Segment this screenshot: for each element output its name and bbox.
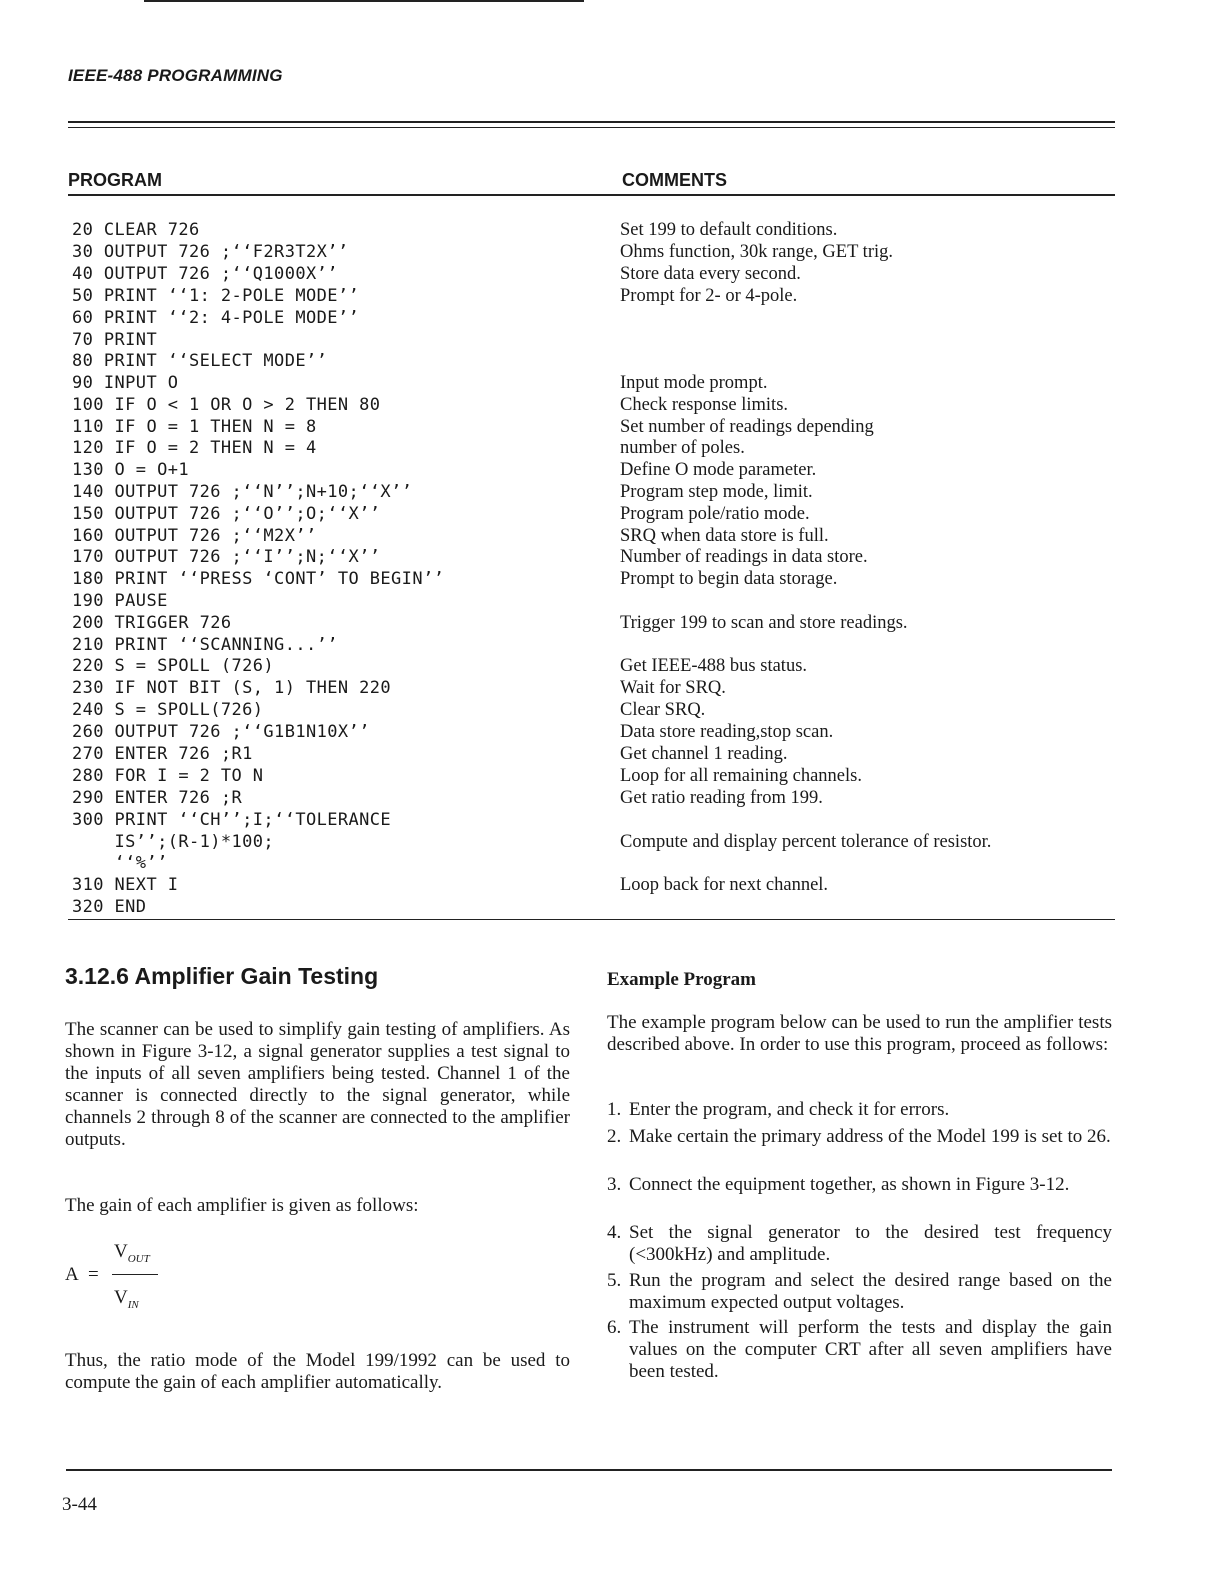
program-line: 30 OUTPUT 726 ;‘‘F2R3T2X’’ xyxy=(72,242,349,262)
example-title: Example Program xyxy=(607,969,756,990)
program-line: 40 OUTPUT 726 ;‘‘Q1000X’’ xyxy=(72,264,338,284)
section-paragraph-1: The scanner can be used to simplify gain testing of amplifiers. As shown in Figure 3-12, a signal generator supplies a test signal to the inputs of all seven amplifiers being tested. Channel 1 of the scanner is connected directly to the signal generator, while channels 2 through 8 of the scanner are connected to the amplifier outputs. xyxy=(65,1019,570,1150)
program-line: 70 PRINT xyxy=(72,330,158,350)
program-line: 180 PRINT ‘‘PRESS ‘CONT’ TO BEGIN’’ xyxy=(72,569,445,589)
step-text: Set the signal generator to the desired test frequency (<300kHz) and amplitude. xyxy=(629,1222,1112,1265)
step-number: 4. xyxy=(607,1222,622,1243)
section-paragraph-2: The gain of each amplifier is given as follows: xyxy=(65,1195,419,1216)
comment-line: Loop back for next channel. xyxy=(620,875,829,895)
program-line: 90 INPUT O xyxy=(72,373,179,393)
comment-line: Number of readings in data store. xyxy=(620,547,868,567)
comment-line: Get channel 1 reading. xyxy=(620,744,788,764)
comment-line: Program step mode, limit. xyxy=(620,482,813,502)
section-title: 3.12.6 Amplifier Gain Testing xyxy=(65,963,379,989)
comment-line: Check response limits. xyxy=(620,395,789,415)
formula-fraction-bar xyxy=(112,1274,158,1275)
comment-line: Data store reading,stop scan. xyxy=(620,722,834,742)
program-line: 110 IF O = 1 THEN N = 8 xyxy=(72,417,317,437)
comment-line: Clear SRQ. xyxy=(620,700,706,720)
step-text: Run the program and select the desired range based on the maximum expected output voltages. xyxy=(629,1270,1112,1313)
program-line: 310 NEXT I xyxy=(72,875,179,895)
program-line: 60 PRINT ‘‘2: 4-POLE MODE’’ xyxy=(72,308,360,328)
comments-column-header: COMMENTS xyxy=(622,170,727,190)
comment-line: Define O mode parameter. xyxy=(620,460,817,480)
program-line: 270 ENTER 726 ;R1 xyxy=(72,744,253,764)
program-line: 20 CLEAR 726 xyxy=(72,220,200,240)
comment-line: number of poles. xyxy=(620,438,745,458)
comment-line: Prompt for 2- or 4-pole. xyxy=(620,286,798,306)
comment-line: Loop for all remaining channels. xyxy=(620,766,862,786)
step-text: Connect the equipment together, as shown in Figure 3-12. xyxy=(629,1174,1070,1195)
step-text: The instrument will perform the tests and display the gain values on the computer CRT after all seven amplifiers have been tested. xyxy=(629,1317,1112,1382)
table-bottom-rule xyxy=(68,919,1115,920)
formula-equals: = xyxy=(88,1264,99,1285)
comment-line: Wait for SRQ. xyxy=(620,678,726,698)
table-header-rule xyxy=(68,194,1115,196)
comment-line: Program pole/ratio mode. xyxy=(620,504,810,524)
running-head: IEEE-488 PROGRAMMING xyxy=(68,66,283,85)
formula-denominator: $V_{IN}$ xyxy=(114,1287,139,1311)
program-line: 150 OUTPUT 726 ;‘‘O’’;O;‘‘X’’ xyxy=(72,504,381,524)
program-line: 280 FOR I = 2 TO N xyxy=(72,766,264,786)
step-text: Make certain the primary address of the Model 199 is set to 26. xyxy=(629,1126,1111,1147)
footer-rule xyxy=(66,1469,1112,1471)
example-intro: The example program below can be used to run the amplifier tests described above. In order to use this program, proceed as follows: xyxy=(607,1012,1112,1055)
program-line: 320 END xyxy=(72,897,147,917)
step-number: 5. xyxy=(607,1270,622,1291)
comment-line: Input mode prompt. xyxy=(620,373,768,393)
formula-numerator: $V_{OUT}$ xyxy=(114,1241,150,1265)
program-line: 230 IF NOT BIT (S, 1) THEN 220 xyxy=(72,678,392,698)
comment-line: SRQ when data store is full. xyxy=(620,526,829,546)
program-line: 300 PRINT ‘‘CH’’;I;‘‘TOLERANCE xyxy=(72,810,392,830)
program-line: 200 TRIGGER 726 xyxy=(72,613,232,633)
header-rule-thin xyxy=(68,127,1115,128)
program-line: 260 OUTPUT 726 ;‘‘G1B1N10X’’ xyxy=(72,722,370,742)
program-line: 190 PAUSE xyxy=(72,591,168,611)
program-line: 160 OUTPUT 726 ;‘‘M2X’’ xyxy=(72,526,317,546)
page-number: 3-44 xyxy=(62,1494,97,1515)
program-line: 100 IF O < 1 OR O > 2 THEN 80 xyxy=(72,395,381,415)
step-number: 2. xyxy=(607,1126,622,1147)
comment-line: Store data every second. xyxy=(620,264,801,284)
step-text: Enter the program, and check it for errors. xyxy=(629,1099,950,1120)
program-line: 290 ENTER 726 ;R xyxy=(72,788,243,808)
program-line: 80 PRINT ‘‘SELECT MODE’’ xyxy=(72,351,328,371)
comment-line: Get ratio reading from 199. xyxy=(620,788,823,808)
comment-line: Ohms function, 30k range, GET trig. xyxy=(620,242,894,262)
program-column-header: PROGRAM xyxy=(68,170,162,190)
comment-line: Trigger 199 to scan and store readings. xyxy=(620,613,908,633)
comment-line: Set number of readings depending xyxy=(620,417,874,437)
comment-line: Get IEEE-488 bus status. xyxy=(620,656,808,676)
program-line: IS’’;(R-1)*100; xyxy=(72,832,275,852)
program-line: 140 OUTPUT 726 ;‘‘N’’;N+10;‘‘X’’ xyxy=(72,482,413,502)
top-rule xyxy=(144,0,584,2)
comment-line: Prompt to begin data storage. xyxy=(620,569,838,589)
program-line: 50 PRINT ‘‘1: 2-POLE MODE’’ xyxy=(72,286,360,306)
step-number: 6. xyxy=(607,1317,622,1338)
comment-line: Set 199 to default conditions. xyxy=(620,220,838,240)
section-paragraph-3: Thus, the ratio mode of the Model 199/1992 can be used to compute the gain of each amplifier automatically. xyxy=(65,1350,570,1393)
comment-line: Compute and display percent tolerance of resistor. xyxy=(620,832,992,852)
step-number: 3. xyxy=(607,1174,622,1195)
program-line: 210 PRINT ‘‘SCANNING...’’ xyxy=(72,635,338,655)
program-line: ‘‘%’’ xyxy=(72,853,168,873)
step-number: 1. xyxy=(607,1099,622,1120)
program-line: 240 S = SPOLL(726) xyxy=(72,700,264,720)
program-line: 220 S = SPOLL (726) xyxy=(72,656,275,676)
program-line: 120 IF O = 2 THEN N = 4 xyxy=(72,438,317,458)
formula-lhs: A xyxy=(65,1264,79,1285)
program-line: 130 O = O+1 xyxy=(72,460,189,480)
header-rule xyxy=(68,121,1115,123)
program-line: 170 OUTPUT 726 ;‘‘I’’;N;‘‘X’’ xyxy=(72,547,381,567)
